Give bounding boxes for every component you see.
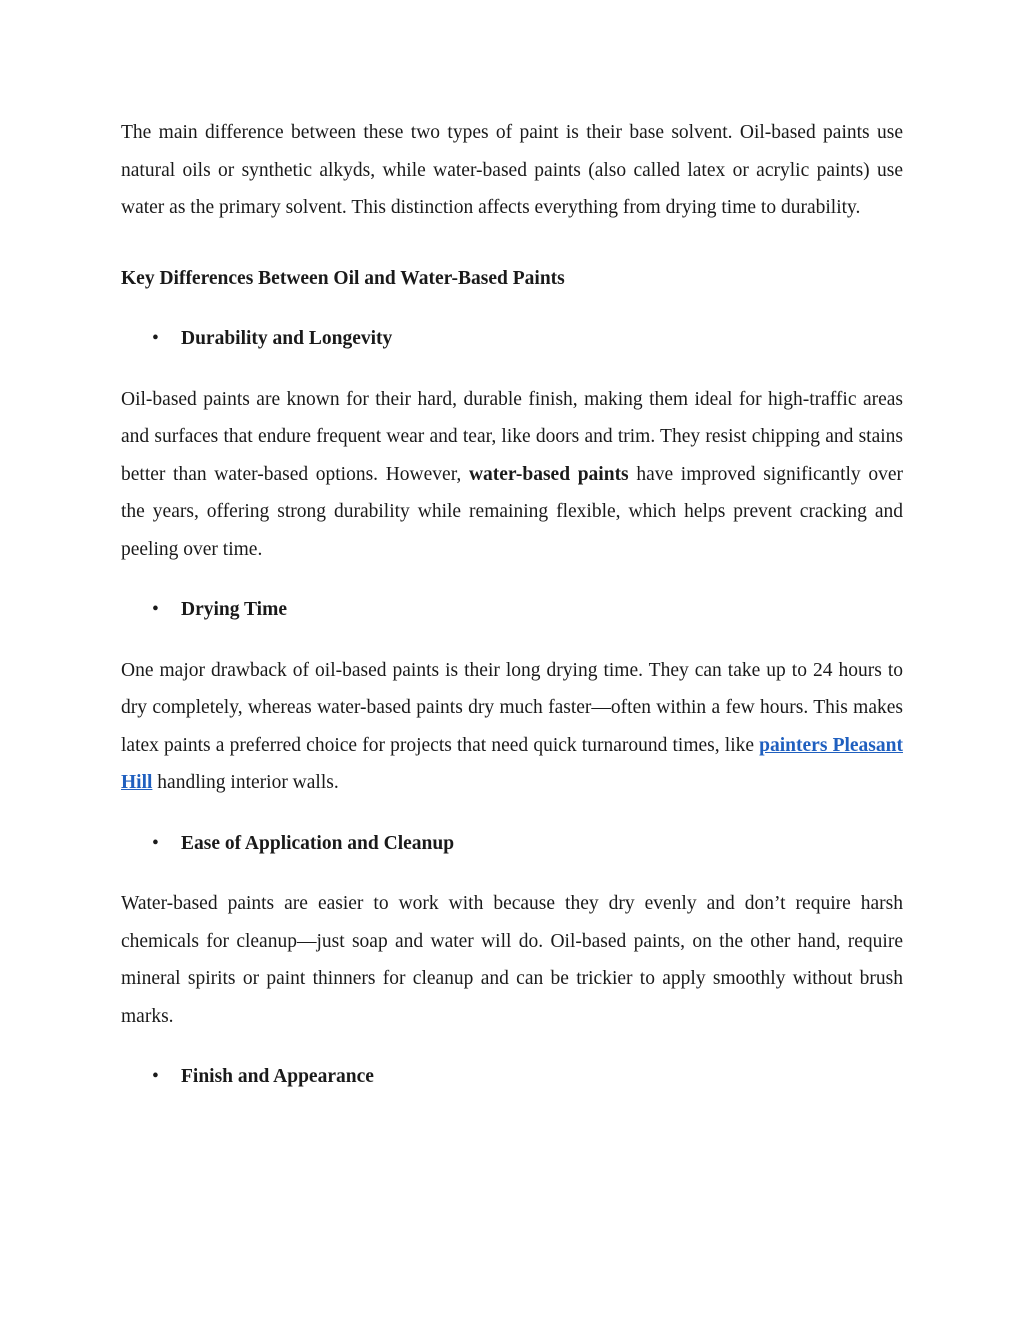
durability-paragraph — [121, 381, 903, 569]
bullet-finish-appearance — [121, 1058, 903, 1096]
durability-bold-phrase: water-based paints — [468, 463, 629, 485]
bullet-label: Drying Time — [181, 599, 287, 620]
bullet-application-cleanup — [121, 825, 903, 863]
drying-paragraph — [121, 652, 903, 802]
painters-pleasant-hill-link[interactable]: painters Pleasant Hill — [121, 734, 903, 793]
bullet-label: Ease of Application and Cleanup — [181, 832, 455, 854]
bullet-drying-time — [121, 591, 903, 629]
durability-text-end: have improved significantly over the years, offering strong durability while remaining flexible, which helps prevent cracking and peeling over time. — [121, 463, 903, 560]
section-heading: Key Differences Between Oil and Water-Based Paints — [121, 267, 565, 289]
bullet-label: Durability and Longevity — [181, 328, 393, 349]
durability-text-start: Oil-based paints are known for their hard, durable finish, making them ideal for high-traffic areas and surfaces that endure frequent wear and tear, like doors and trim. They resist chipping and stains better than water-based options. However, — [121, 388, 903, 485]
drying-text-end: handling interior walls. — [152, 772, 339, 793]
bullet-durability — [121, 320, 903, 358]
intro-paragraph: The main difference between these two types of paint is their base solvent. Oil-based paints use natural oils or synthetic alkyds, while water-based paints (also called latex or acrylic paints) use water as the primary solvent. This distinction affects everything from drying time to durability. — [121, 122, 903, 218]
bullet-icon: • — [152, 328, 159, 349]
application-paragraph: Water-based paints are easier to work with because they dry evenly and don’t require harsh chemicals for cleanup—just soap and water will do. Oil-based paints, on the other hand, require mineral spirits or paint thinners for cleanup and can be trickier to apply smoothly without brush marks. — [121, 893, 903, 1027]
drying-text-start: One major drawback of oil-based paints is their long drying time. They can take up to 24 hours to dry completely, whereas water-based paints dry much faster—often within a few hours. This makes latex paints a preferred choice for projects that need quick turnaround times, like — [121, 659, 903, 756]
bullet-icon: • — [152, 1066, 159, 1087]
document-page — [121, 114, 903, 1119]
bullet-label: Finish and Appearance — [181, 1066, 374, 1087]
bullet-icon: • — [152, 832, 159, 854]
bullet-icon: • — [152, 599, 159, 620]
